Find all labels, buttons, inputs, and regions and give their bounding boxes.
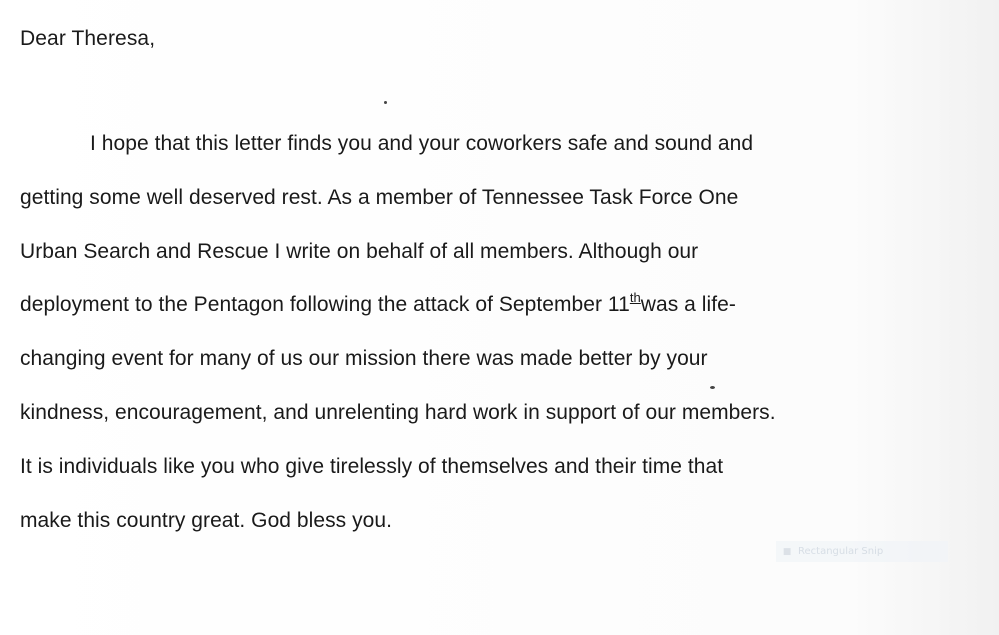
- letter-salutation: Dear Theresa,: [20, 27, 156, 50]
- letter-line-3: Urban Search and Rescue I write on behalf of all members. Although our: [20, 240, 699, 263]
- scan-speck: [710, 386, 715, 389]
- letter-line-6: kindness, encouragement, and unrelenting hard work in support of our members.: [20, 401, 776, 424]
- letter-line-4-tail: was a life-: [640, 293, 736, 316]
- scan-speck: [384, 101, 387, 104]
- letter-line-4: [20, 292, 736, 318]
- letter-line-5: changing event for many of us our mission there was made better by your: [20, 347, 708, 370]
- letter-line-4-text: deployment to the Pentagon following the attack of September 11: [20, 293, 630, 316]
- snip-icon: ■: [782, 546, 792, 557]
- letter-line-2: getting some well deserved rest. As a member of Tennessee Task Force One: [20, 186, 739, 209]
- letter-line-7: It is individuals like you who give tirelessly of themselves and their time that: [20, 455, 724, 478]
- rectangular-snip-label: Rectangular Snip: [798, 546, 884, 557]
- letter-line-1: I hope that this letter finds you and your coworkers safe and sound and: [90, 132, 754, 155]
- rectangular-snip-tooltip[interactable]: [776, 541, 948, 562]
- ordinal-suffix: th: [629, 290, 641, 305]
- letter-line-8: make this country great. God bless you.: [20, 509, 392, 532]
